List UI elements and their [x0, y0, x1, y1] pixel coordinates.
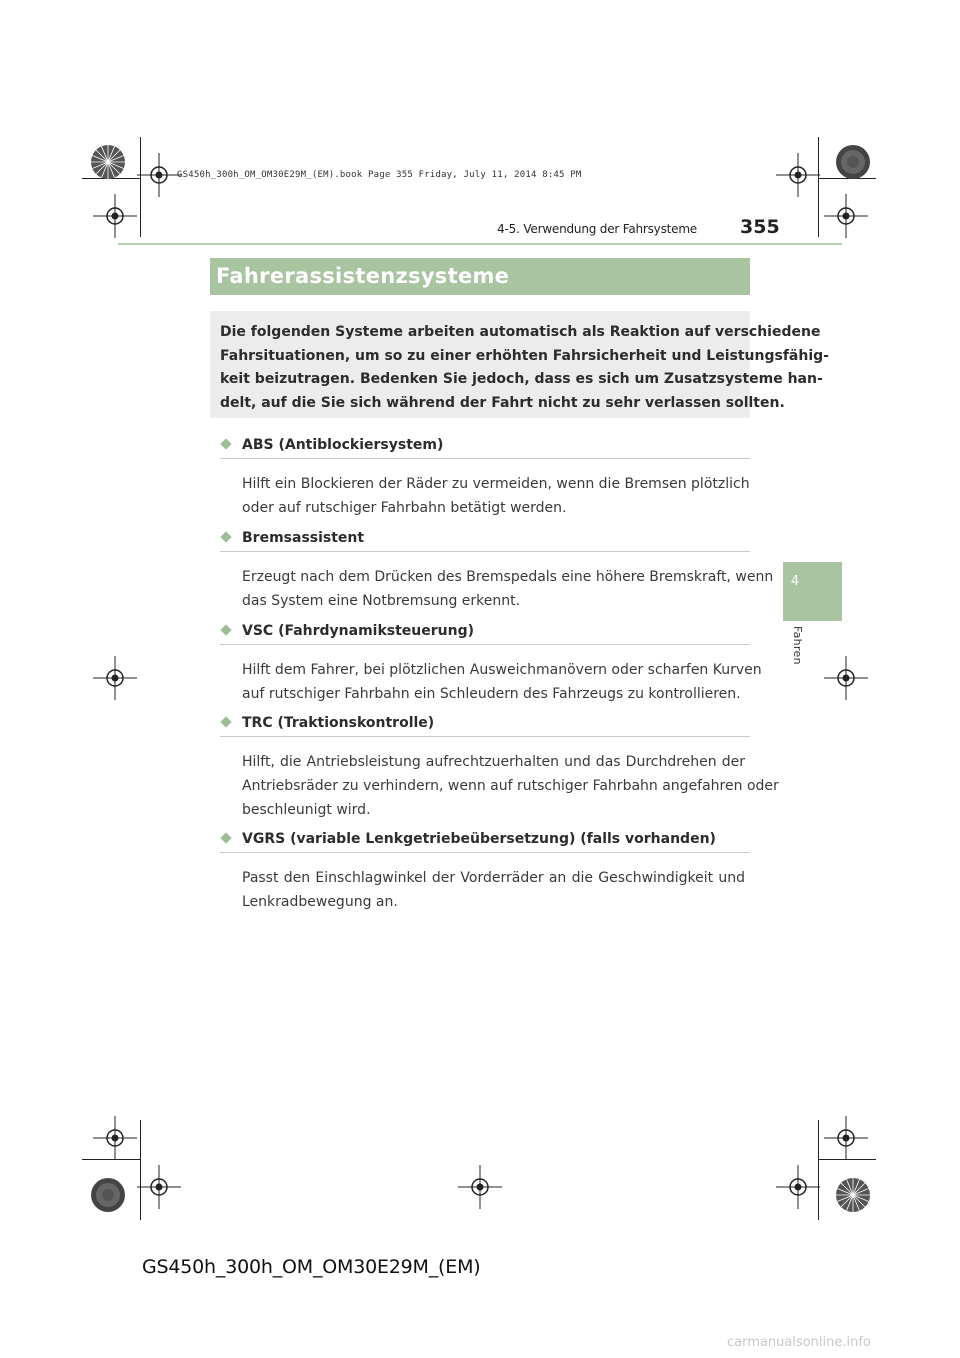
crosshair-icon [137, 1165, 181, 1209]
item-description [242, 866, 745, 914]
intro-line: delt, auf die Sie sich während der Fahrt nicht zu sehr verlassen sollten. [220, 394, 785, 411]
item-line: Antriebsräder zu verhindern, wenn auf rutschiger Fahrbahn angefahren oder [242, 778, 779, 794]
crosshair-icon [776, 1165, 820, 1209]
starburst-mark-icon [833, 1175, 873, 1215]
gray-disc-mark-icon [88, 1175, 128, 1215]
item-line: das System eine Notbremsung erkennt. [242, 593, 521, 609]
watermark: carmanualsonline.info [727, 1335, 871, 1350]
item-heading [220, 620, 750, 645]
item-line: oder auf rutschiger Fahrbahn betätigt werden. [242, 500, 567, 516]
item-description [242, 750, 779, 822]
system-item-abs [220, 434, 750, 520]
diamond-bullet-icon [220, 531, 231, 542]
page-title: Fahrerassistenzsysteme [210, 258, 750, 295]
item-heading [220, 712, 750, 737]
item-description [242, 565, 774, 613]
item-line: Hilft, die Antriebsleistung aufrechtzuerhalten und das Durchdrehen der [242, 754, 745, 770]
diamond-bullet-icon [220, 438, 231, 449]
item-line: Lenkradbewegung an. [242, 894, 398, 910]
item-title: Bremsassistent [242, 530, 365, 546]
gray-disc-mark-icon [833, 142, 873, 182]
item-line: Hilft ein Blockieren der Räder zu vermeiden, wenn die Bremsen plötzlich [242, 476, 750, 492]
starburst-mark-icon [88, 142, 128, 182]
chapter-tab-label: Fahren [791, 626, 804, 665]
chapter-tab-number: 4 [790, 574, 800, 589]
crosshair-icon [93, 656, 137, 700]
item-heading [220, 828, 750, 853]
item-title: ABS (Antiblockiersystem) [242, 437, 444, 453]
item-line: auf rutschiger Fahrbahn ein Schleudern des Fahrzeugs zu kontrollieren. [242, 686, 741, 702]
item-line: Passt den Einschlagwinkel der Vorderräder an die Geschwindigkeit und [242, 870, 745, 886]
crosshair-icon [458, 1165, 502, 1209]
page-number: 355 [740, 216, 780, 238]
item-description [242, 472, 750, 520]
item-line: Hilft dem Fahrer, bei plötzlichen Ausweichmanövern oder scharfen Kurven [242, 662, 762, 678]
crosshair-icon [93, 194, 137, 238]
diamond-bullet-icon [220, 832, 231, 843]
intro-box [210, 311, 829, 418]
crosshair-icon [824, 1116, 868, 1160]
section-heading: 4-5. Verwendung der Fahrsysteme [497, 222, 697, 236]
intro-line: Die folgenden Systeme arbeiten automatisch als Reaktion auf verschiedene [220, 324, 821, 340]
crosshair-icon [93, 1116, 137, 1160]
header-divider [118, 243, 842, 245]
item-description [242, 658, 762, 706]
item-title: VGRS (variable Lenkgetriebeübersetzung) (falls vorhanden) [242, 831, 716, 847]
system-item-vsc [220, 620, 762, 706]
item-title: VSC (Fahrdynamiksteuerung) [242, 623, 475, 639]
intro-line: keit beizutragen. Bedenken Sie jedoch, dass es sich um Zusatzsysteme han- [220, 371, 823, 387]
crosshair-icon [824, 656, 868, 700]
footer-document-code: GS450h_300h_OM_OM30E29M_(EM) [142, 1256, 481, 1278]
diamond-bullet-icon [220, 624, 231, 635]
diamond-bullet-icon [220, 716, 231, 727]
system-item-vgrs [220, 828, 750, 914]
crosshair-icon [137, 153, 181, 197]
crosshair-icon [776, 153, 820, 197]
chapter-tab [783, 562, 842, 621]
system-item-brake-assist [220, 527, 774, 613]
item-line: beschleunigt wird. [242, 802, 371, 818]
book-file-info: GS450h_300h_OM_OM30E29M_(EM).book Page 355 Friday, July 11, 2014 8:45 PM [177, 170, 582, 180]
item-heading [220, 527, 750, 552]
item-title: TRC (Traktionskontrolle) [242, 715, 435, 731]
item-line: Erzeugt nach dem Drücken des Bremspedals eine höhere Bremskraft, wenn [242, 569, 774, 585]
item-heading [220, 434, 750, 459]
intro-line: Fahrsituationen, um so zu einer erhöhten Fahrsicherheit und Leistungsfähig- [220, 347, 829, 364]
system-item-trc [220, 712, 779, 822]
crosshair-icon [824, 194, 868, 238]
